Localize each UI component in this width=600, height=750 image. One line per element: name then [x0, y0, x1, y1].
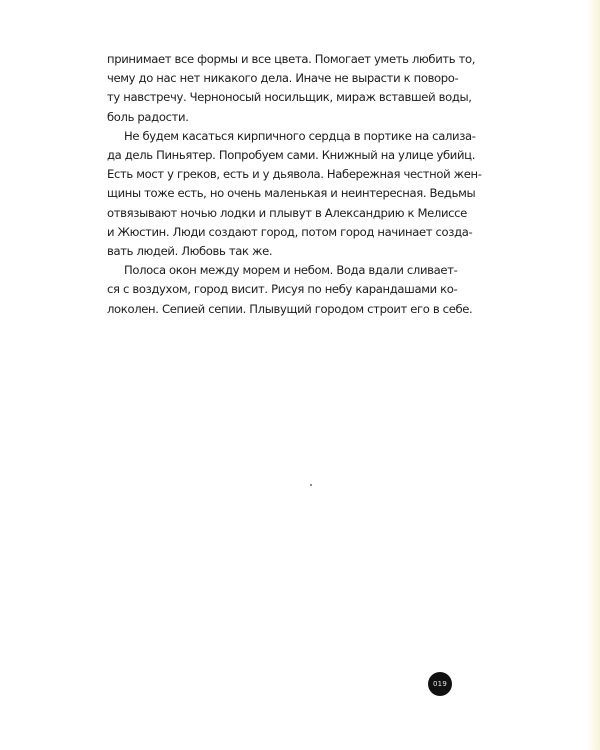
- text-line: Есть мост у греков, есть и у дьявола. Набережная честной жен-: [107, 167, 482, 182]
- text-line: локолен. Сепией сепии. Плывущий городом строит его в себе.: [107, 301, 473, 316]
- text-line: вать людей. Любовь так же.: [107, 244, 273, 259]
- page-edge: [586, 0, 600, 750]
- text-line: щины тоже есть, но очень маленькая и неинтересная. Ведьмы: [107, 186, 476, 201]
- page-number-badge: [428, 672, 452, 696]
- text-line: Полоса окон между морем и небом. Вода вдали сливает-: [124, 263, 458, 278]
- text-line: боль радости.: [107, 109, 189, 124]
- text-line: ту навстречу. Черноносый носильщик, мираж вставшей воды,: [107, 90, 472, 105]
- text-line: отвязывают ночью лодки и плывут в Александрию к Мелиссе: [107, 205, 467, 220]
- text-line: принимает все формы и все цвета. Помогает уметь любить то,: [107, 52, 476, 66]
- body-text: [107, 50, 482, 319]
- page-number: 019: [433, 680, 447, 688]
- text-line: ся с воздухом, город висит. Рисуя по небу карандашами ко-: [107, 282, 458, 297]
- text-line: чему до нас нет никакого дела. Иначе не вырасти к поворо-: [107, 71, 459, 86]
- stray-dot: [310, 484, 312, 486]
- text-line: Не будем касаться кирпичного сердца в портике на сализа-: [124, 128, 476, 143]
- text-line: и Жюстин. Люди создают город, потом город начинает созда-: [107, 224, 473, 239]
- text-line: да дель Пиньятер. Попробуем сами. Книжный на улице убийц.: [107, 148, 476, 163]
